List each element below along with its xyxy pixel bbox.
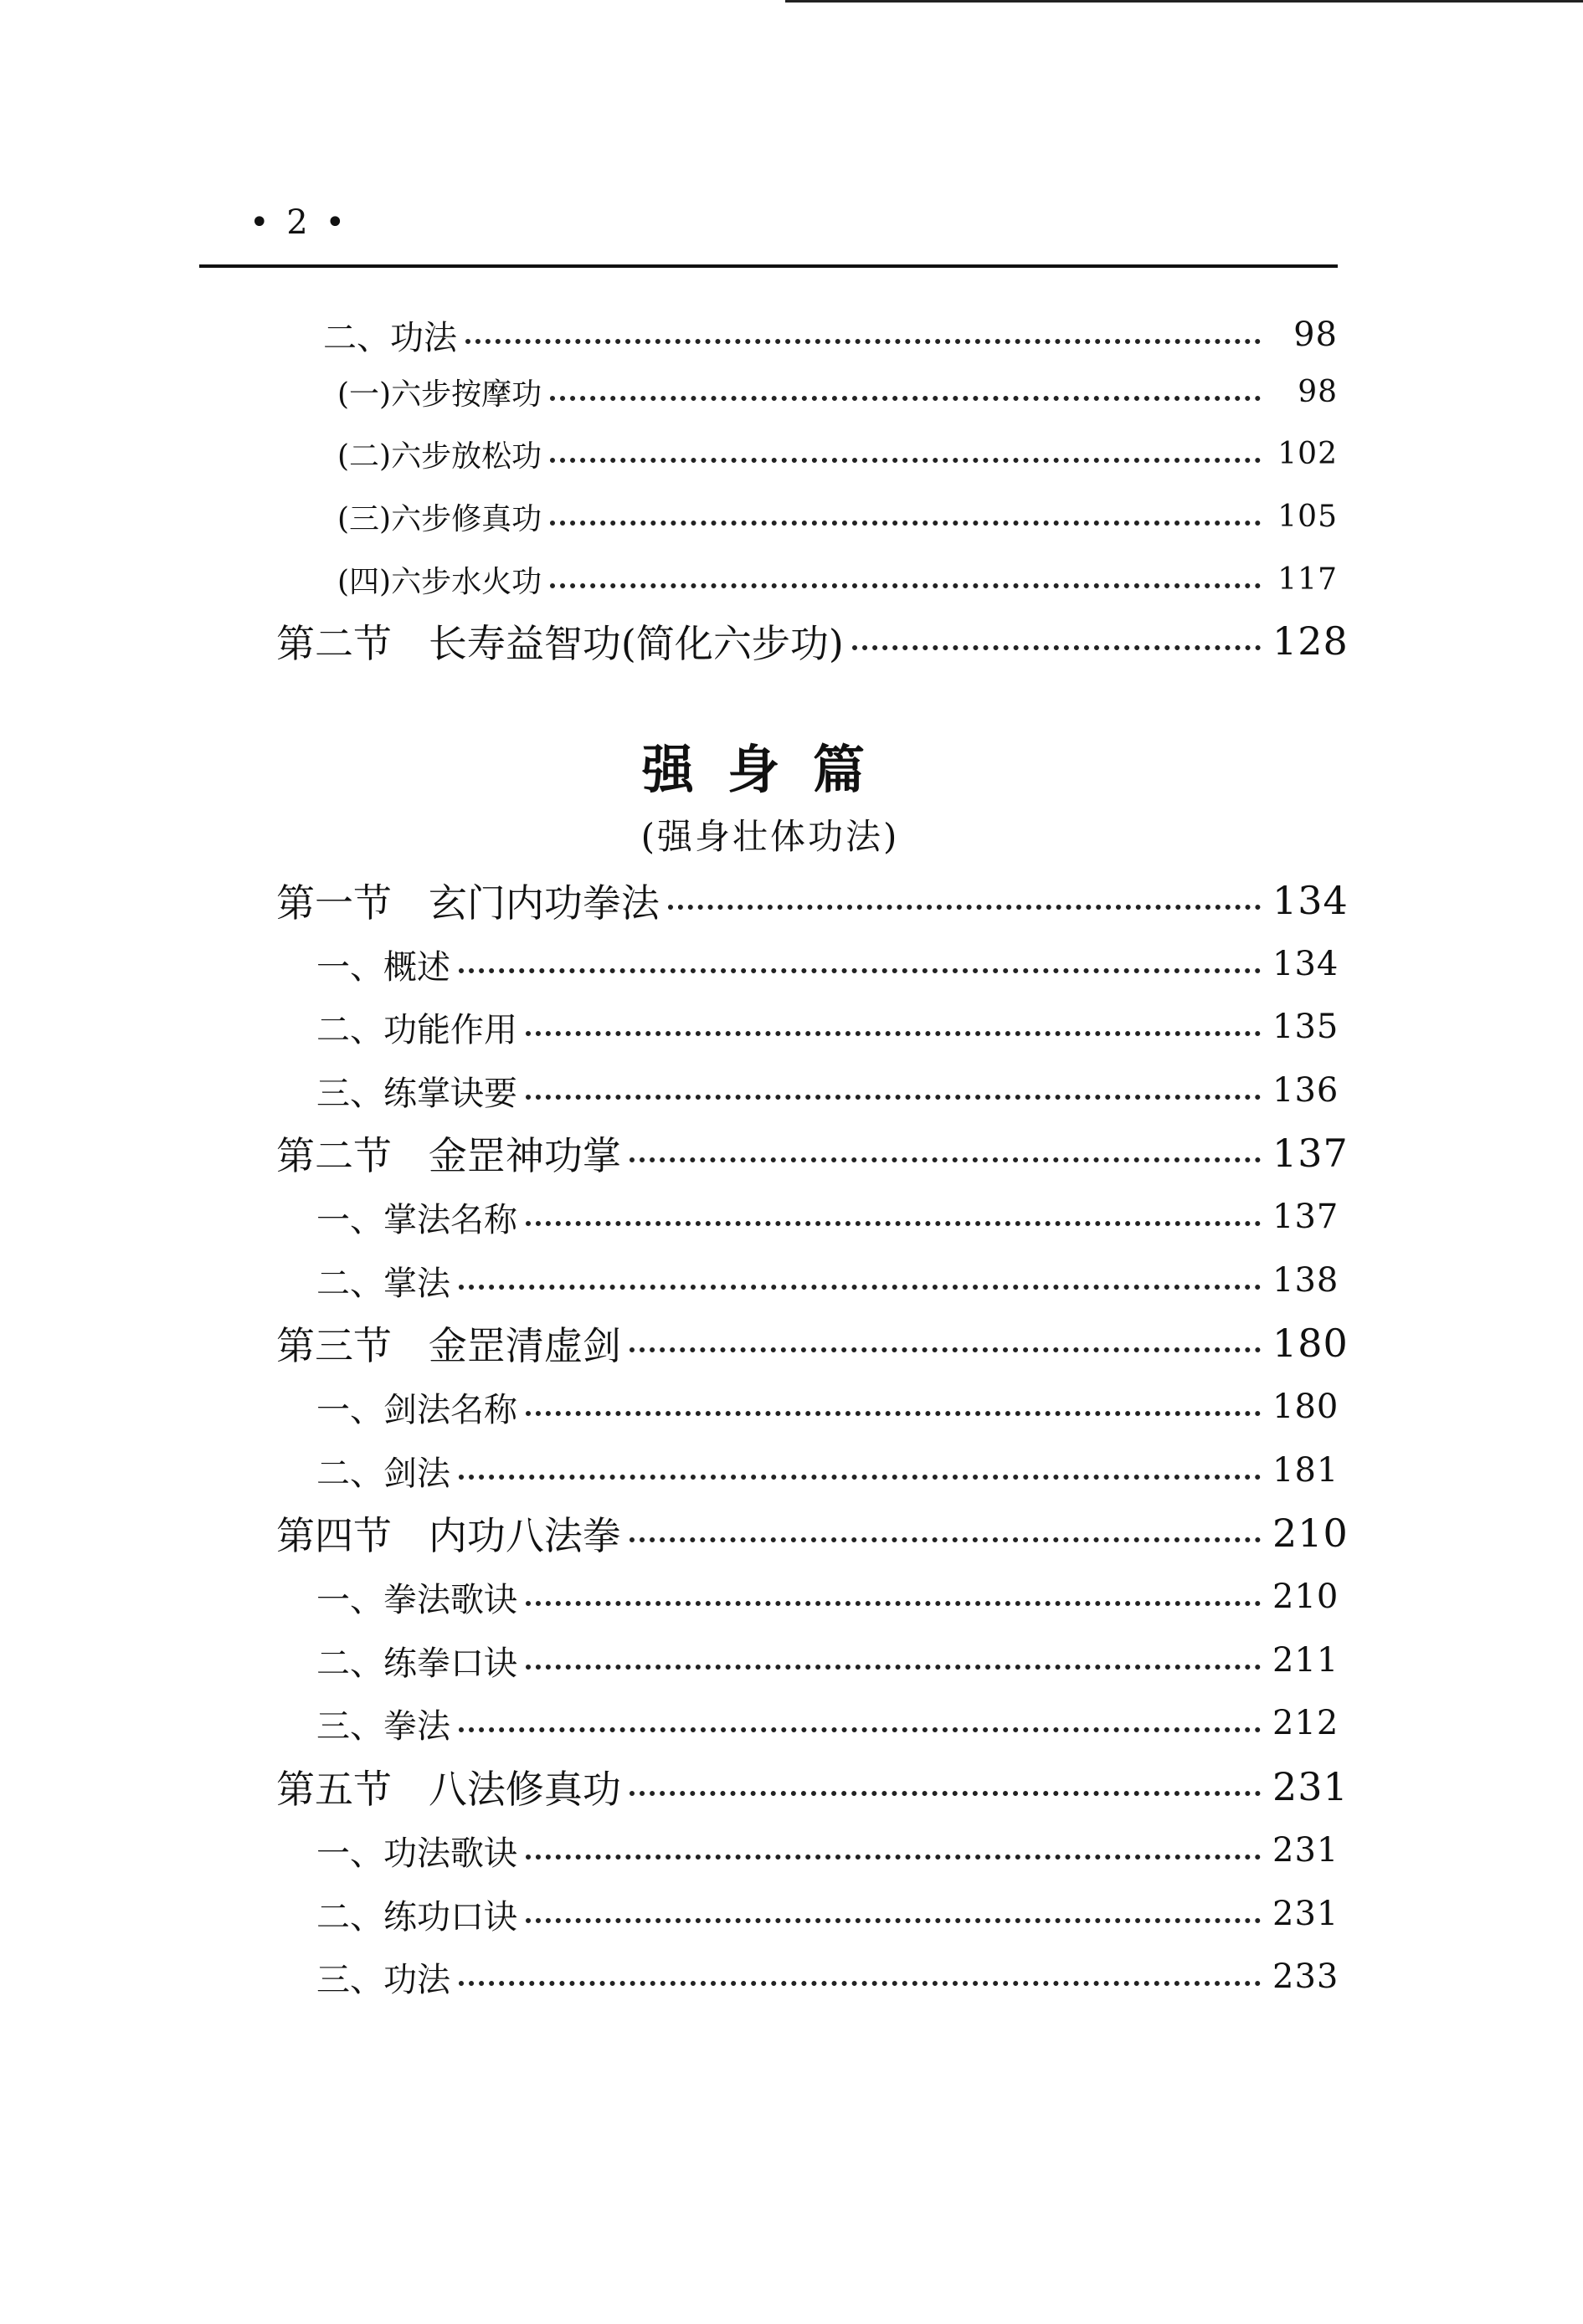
toc-entry[interactable] [316, 1634, 1338, 1687]
dot-leader [459, 1727, 1261, 1732]
dot-leader [630, 1347, 1261, 1352]
toc-entry-page: 180 [1272, 1388, 1339, 1426]
toc-entry-page: 231 [1272, 1895, 1339, 1933]
toc-entry-title: 第一节 玄门内功拳法 [276, 880, 660, 926]
toc-entry-page: 181 [1272, 1451, 1339, 1490]
toc-entry-page: 212 [1272, 1704, 1339, 1742]
toc-entry[interactable] [316, 1064, 1338, 1117]
toc-entry[interactable] [276, 1760, 1349, 1814]
dot-leader [526, 1221, 1261, 1226]
toc-entry-title: 一、剑法名称 [316, 1390, 517, 1429]
dot-leader [526, 1601, 1261, 1606]
toc-entry[interactable] [316, 1696, 1338, 1750]
toc-entry[interactable] [316, 1190, 1338, 1244]
toc-entry-page: 135 [1272, 1008, 1339, 1046]
dot-leader [459, 1475, 1261, 1480]
dot-leader [526, 1095, 1261, 1100]
dot-leader [526, 1411, 1261, 1416]
dot-leader [459, 968, 1261, 973]
toc-entry-page: 233 [1272, 1957, 1339, 1996]
toc-entry[interactable] [276, 614, 1349, 668]
toc-entry-title: 二、功能作用 [316, 1010, 517, 1049]
toc-entry-title: (三)六步修真功 [337, 501, 542, 536]
dot-leader [668, 905, 1261, 910]
toc-entry[interactable] [316, 1000, 1338, 1054]
toc-entry[interactable] [316, 1380, 1338, 1434]
dot-leader [630, 1157, 1261, 1162]
dot-leader [526, 1855, 1261, 1860]
dot-leader [630, 1791, 1261, 1796]
page-number: • 2 • [249, 203, 349, 242]
toc-entry-title: 第四节 内功八法拳 [276, 1513, 621, 1558]
toc-entry-title: 三、功法 [316, 1960, 450, 1999]
toc-entry-title: 二、练功口诀 [316, 1897, 517, 1937]
toc-entry[interactable] [316, 1254, 1338, 1307]
toc-entry-title: (二)六步放松功 [337, 439, 542, 474]
toc-entry-page: 98 [1293, 316, 1338, 354]
toc-entry-title: (一)六步按摩功 [337, 377, 542, 412]
toc-entry-page: 136 [1272, 1071, 1339, 1110]
toc-entry[interactable] [337, 552, 1338, 606]
dot-leader [550, 458, 1261, 463]
toc-entry-page: 117 [1277, 562, 1338, 597]
dot-leader [526, 1918, 1261, 1923]
toc-entry[interactable] [337, 365, 1338, 418]
toc-entry[interactable] [337, 427, 1338, 480]
toc-entry-title: 第二节 长寿益智功(简化六步功) [276, 621, 844, 666]
toc-entry-page: 98 [1298, 374, 1338, 409]
toc-entry[interactable] [316, 1570, 1338, 1624]
toc-entry[interactable] [276, 1316, 1349, 1370]
toc-entry[interactable] [337, 490, 1338, 543]
toc-entry[interactable] [316, 1950, 1338, 2003]
dot-leader [526, 1031, 1261, 1036]
toc-entry-page: 211 [1272, 1641, 1339, 1680]
toc-entry-page: 138 [1272, 1261, 1339, 1300]
toc-entry-title: 一、掌法名称 [316, 1200, 517, 1239]
dot-leader [852, 645, 1261, 650]
toc-entry-title: 第五节 八法修真功 [276, 1767, 621, 1812]
part-title: 强身篇 [641, 739, 898, 800]
toc-entry-page: 231 [1272, 1831, 1339, 1870]
toc-entry-title: 二、掌法 [316, 1264, 450, 1303]
toc-entry-title: 二、练拳口诀 [316, 1644, 517, 1683]
toc-entry[interactable] [316, 1444, 1338, 1497]
toc-entry-page: 128 [1272, 618, 1349, 664]
dot-leader [550, 521, 1261, 526]
toc-entry[interactable] [323, 308, 1338, 362]
toc-entry-title: 一、概述 [316, 947, 450, 987]
toc-entry-title: 三、练掌诀要 [316, 1074, 517, 1113]
toc-entry[interactable] [276, 1506, 1349, 1560]
dot-leader [630, 1537, 1261, 1542]
part-subtitle: (强身壮体功法) [640, 816, 900, 857]
toc-entry[interactable] [316, 937, 1338, 991]
dot-leader [465, 339, 1261, 344]
toc-entry[interactable] [316, 1887, 1338, 1941]
toc-entry-title: 三、拳法 [316, 1706, 450, 1746]
toc-entry-page: 102 [1277, 436, 1338, 471]
toc-entry-title: 一、拳法歌诀 [316, 1580, 517, 1619]
toc-entry-title: 二、剑法 [316, 1454, 450, 1493]
toc-entry-page: 137 [1272, 1198, 1339, 1236]
dot-leader [459, 1981, 1261, 1986]
toc-entry-page: 180 [1272, 1321, 1349, 1366]
toc-entry-page: 210 [1272, 1578, 1339, 1616]
dot-leader [526, 1665, 1261, 1670]
dot-leader [550, 583, 1261, 588]
toc-entry-title: 一、功法歌诀 [316, 1834, 517, 1873]
dot-leader [459, 1285, 1261, 1290]
toc-entry-title: 第二节 金罡神功掌 [276, 1133, 621, 1178]
toc-entry-page: 210 [1272, 1511, 1349, 1556]
toc-entry-page: 105 [1277, 499, 1338, 534]
toc-entry[interactable] [276, 1126, 1349, 1180]
toc-entry-page: 137 [1272, 1131, 1349, 1176]
dot-leader [550, 396, 1261, 401]
toc-entry-page: 134 [1272, 945, 1339, 983]
toc-entry-title: 第三节 金罡清虚剑 [276, 1323, 621, 1368]
toc-entry[interactable] [276, 874, 1349, 927]
toc-entry-page: 134 [1272, 878, 1349, 923]
toc-entry-title: 二、功法 [323, 318, 457, 357]
toc-entry-page: 231 [1272, 1764, 1349, 1809]
toc-entry-title: (四)六步水火功 [337, 564, 542, 599]
toc-entry[interactable] [316, 1824, 1338, 1877]
